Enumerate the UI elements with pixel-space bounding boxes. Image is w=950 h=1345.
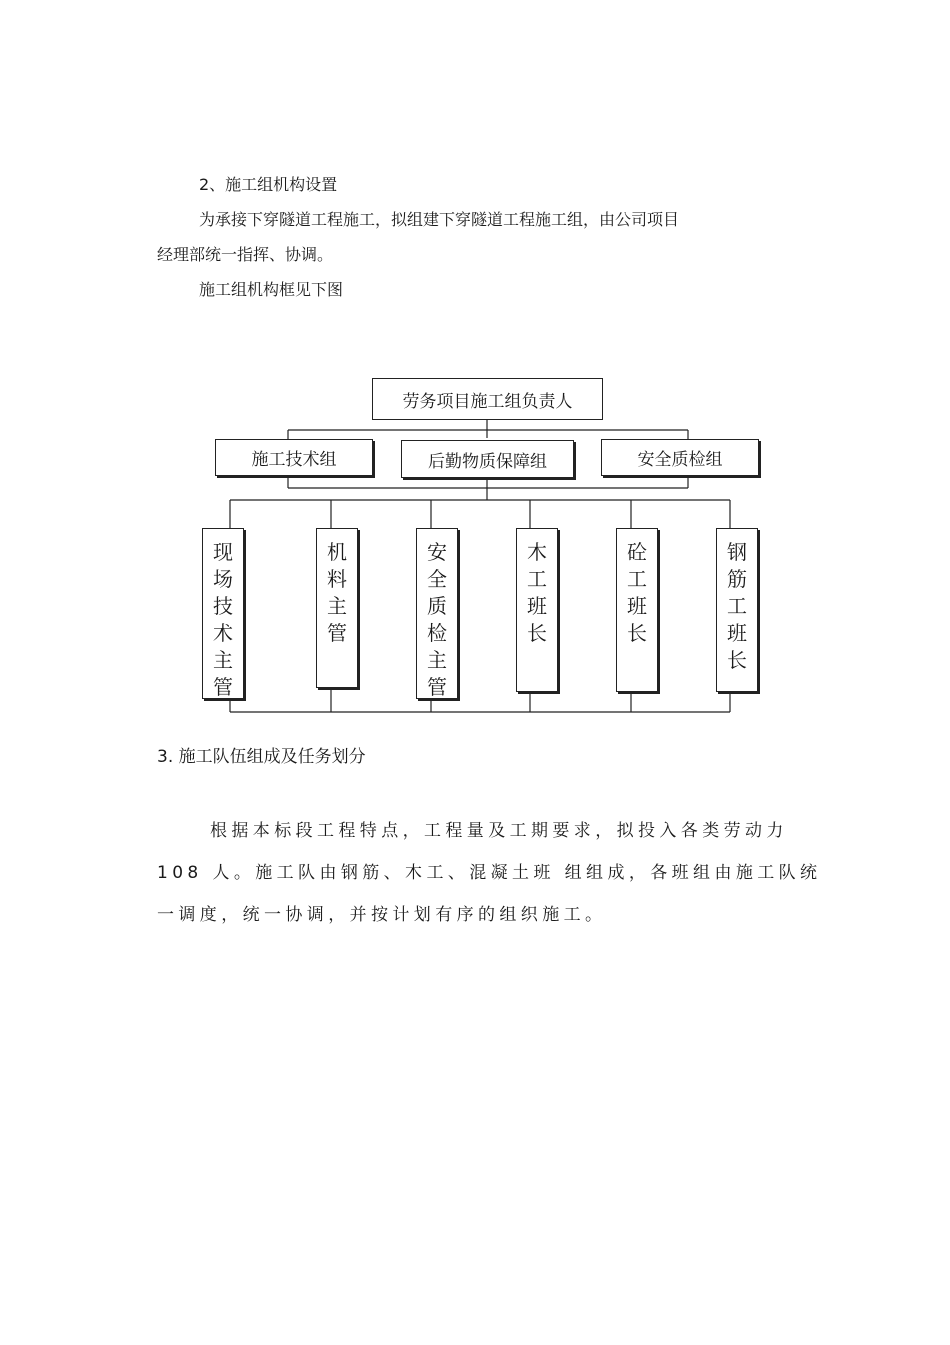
org-level2-box-logistics: [401, 440, 574, 478]
org-level3-char: 主: [427, 648, 447, 672]
org-level3-box-material-manager: [316, 528, 358, 688]
org-level3-char: 钢: [727, 540, 747, 564]
org-level3-char: 工: [527, 567, 547, 591]
section-2-caption: 施工组机构框见下图: [199, 280, 344, 299]
org-level3-char: 长: [627, 621, 647, 645]
org-level2-box-safety: [601, 439, 759, 476]
org-level3-box-rebar-leader: [716, 528, 758, 692]
org-level3-char: 质: [427, 594, 447, 618]
section-2-paragraph-line-2: 经理部统一指挥、协调。: [157, 245, 334, 264]
org-level3-char: 料: [327, 567, 347, 591]
org-level3-char: 管: [327, 621, 347, 645]
org-level3-char: 安: [427, 540, 447, 564]
org-level3-char: 班: [727, 621, 747, 645]
org-level3-char: 主: [213, 648, 233, 672]
section-2-heading: 2、施工组机构设置: [199, 175, 338, 194]
org-level3-char: 长: [527, 621, 547, 645]
org-level3-char: 检: [427, 621, 447, 645]
org-root-label: 劳务项目施工组负责人: [402, 391, 573, 412]
section-2-paragraph-line-1: 为承接下穿隧道工程施工，拟组建下穿隧道工程施工组，由公司项目: [199, 210, 680, 229]
org-level2-box-technical: [215, 439, 373, 476]
org-level3-char: 工: [627, 567, 647, 591]
org-level3-char: 工: [727, 594, 747, 618]
org-level3-char: 管: [427, 675, 447, 699]
org-level3-char: 管: [213, 675, 233, 699]
org-level3-box-concrete-leader: [616, 528, 658, 692]
org-level3-char: 砼: [627, 540, 647, 564]
section-3-paragraph-line-1: 根据本标段工程特点，工程量及工期要求，拟投入各类劳动力: [210, 821, 788, 841]
org-level3-char: 术: [213, 621, 233, 645]
org-level3-box-carpenter-leader: [516, 528, 558, 692]
section-3-paragraph-line-2: 108 人。施工队由钢筋、木工、混凝土班 组组成，各班组由施工队统: [157, 863, 822, 883]
org-level3-char: 筋: [727, 567, 747, 591]
org-level2-label: 后勤物质保障组: [428, 451, 547, 472]
org-level2-label: 安全质检组: [637, 450, 723, 470]
section-3-paragraph-line-3: 一调度，统一协调，并按计划有序的组织施工。: [157, 905, 607, 925]
org-level2-label: 施工技术组: [251, 450, 337, 470]
org-level3-box-site-tech-manager: [202, 528, 244, 699]
org-level3-char: 班: [627, 594, 647, 618]
org-level3-box-safety-manager: [416, 528, 458, 699]
org-level3-char: 全: [427, 567, 447, 591]
org-level3-char: 场: [213, 567, 233, 591]
org-level3-char: 木: [527, 540, 547, 564]
org-level3-char: 长: [727, 648, 747, 672]
org-root-box: [372, 378, 603, 420]
org-level3-char: 班: [527, 594, 547, 618]
org-level3-char: 现: [213, 540, 233, 564]
section-3-heading: 3. 施工队伍组成及任务划分: [157, 747, 366, 767]
org-level3-char: 机: [327, 540, 347, 564]
org-level3-char: 主: [327, 594, 347, 618]
org-level3-char: 技: [213, 594, 233, 618]
